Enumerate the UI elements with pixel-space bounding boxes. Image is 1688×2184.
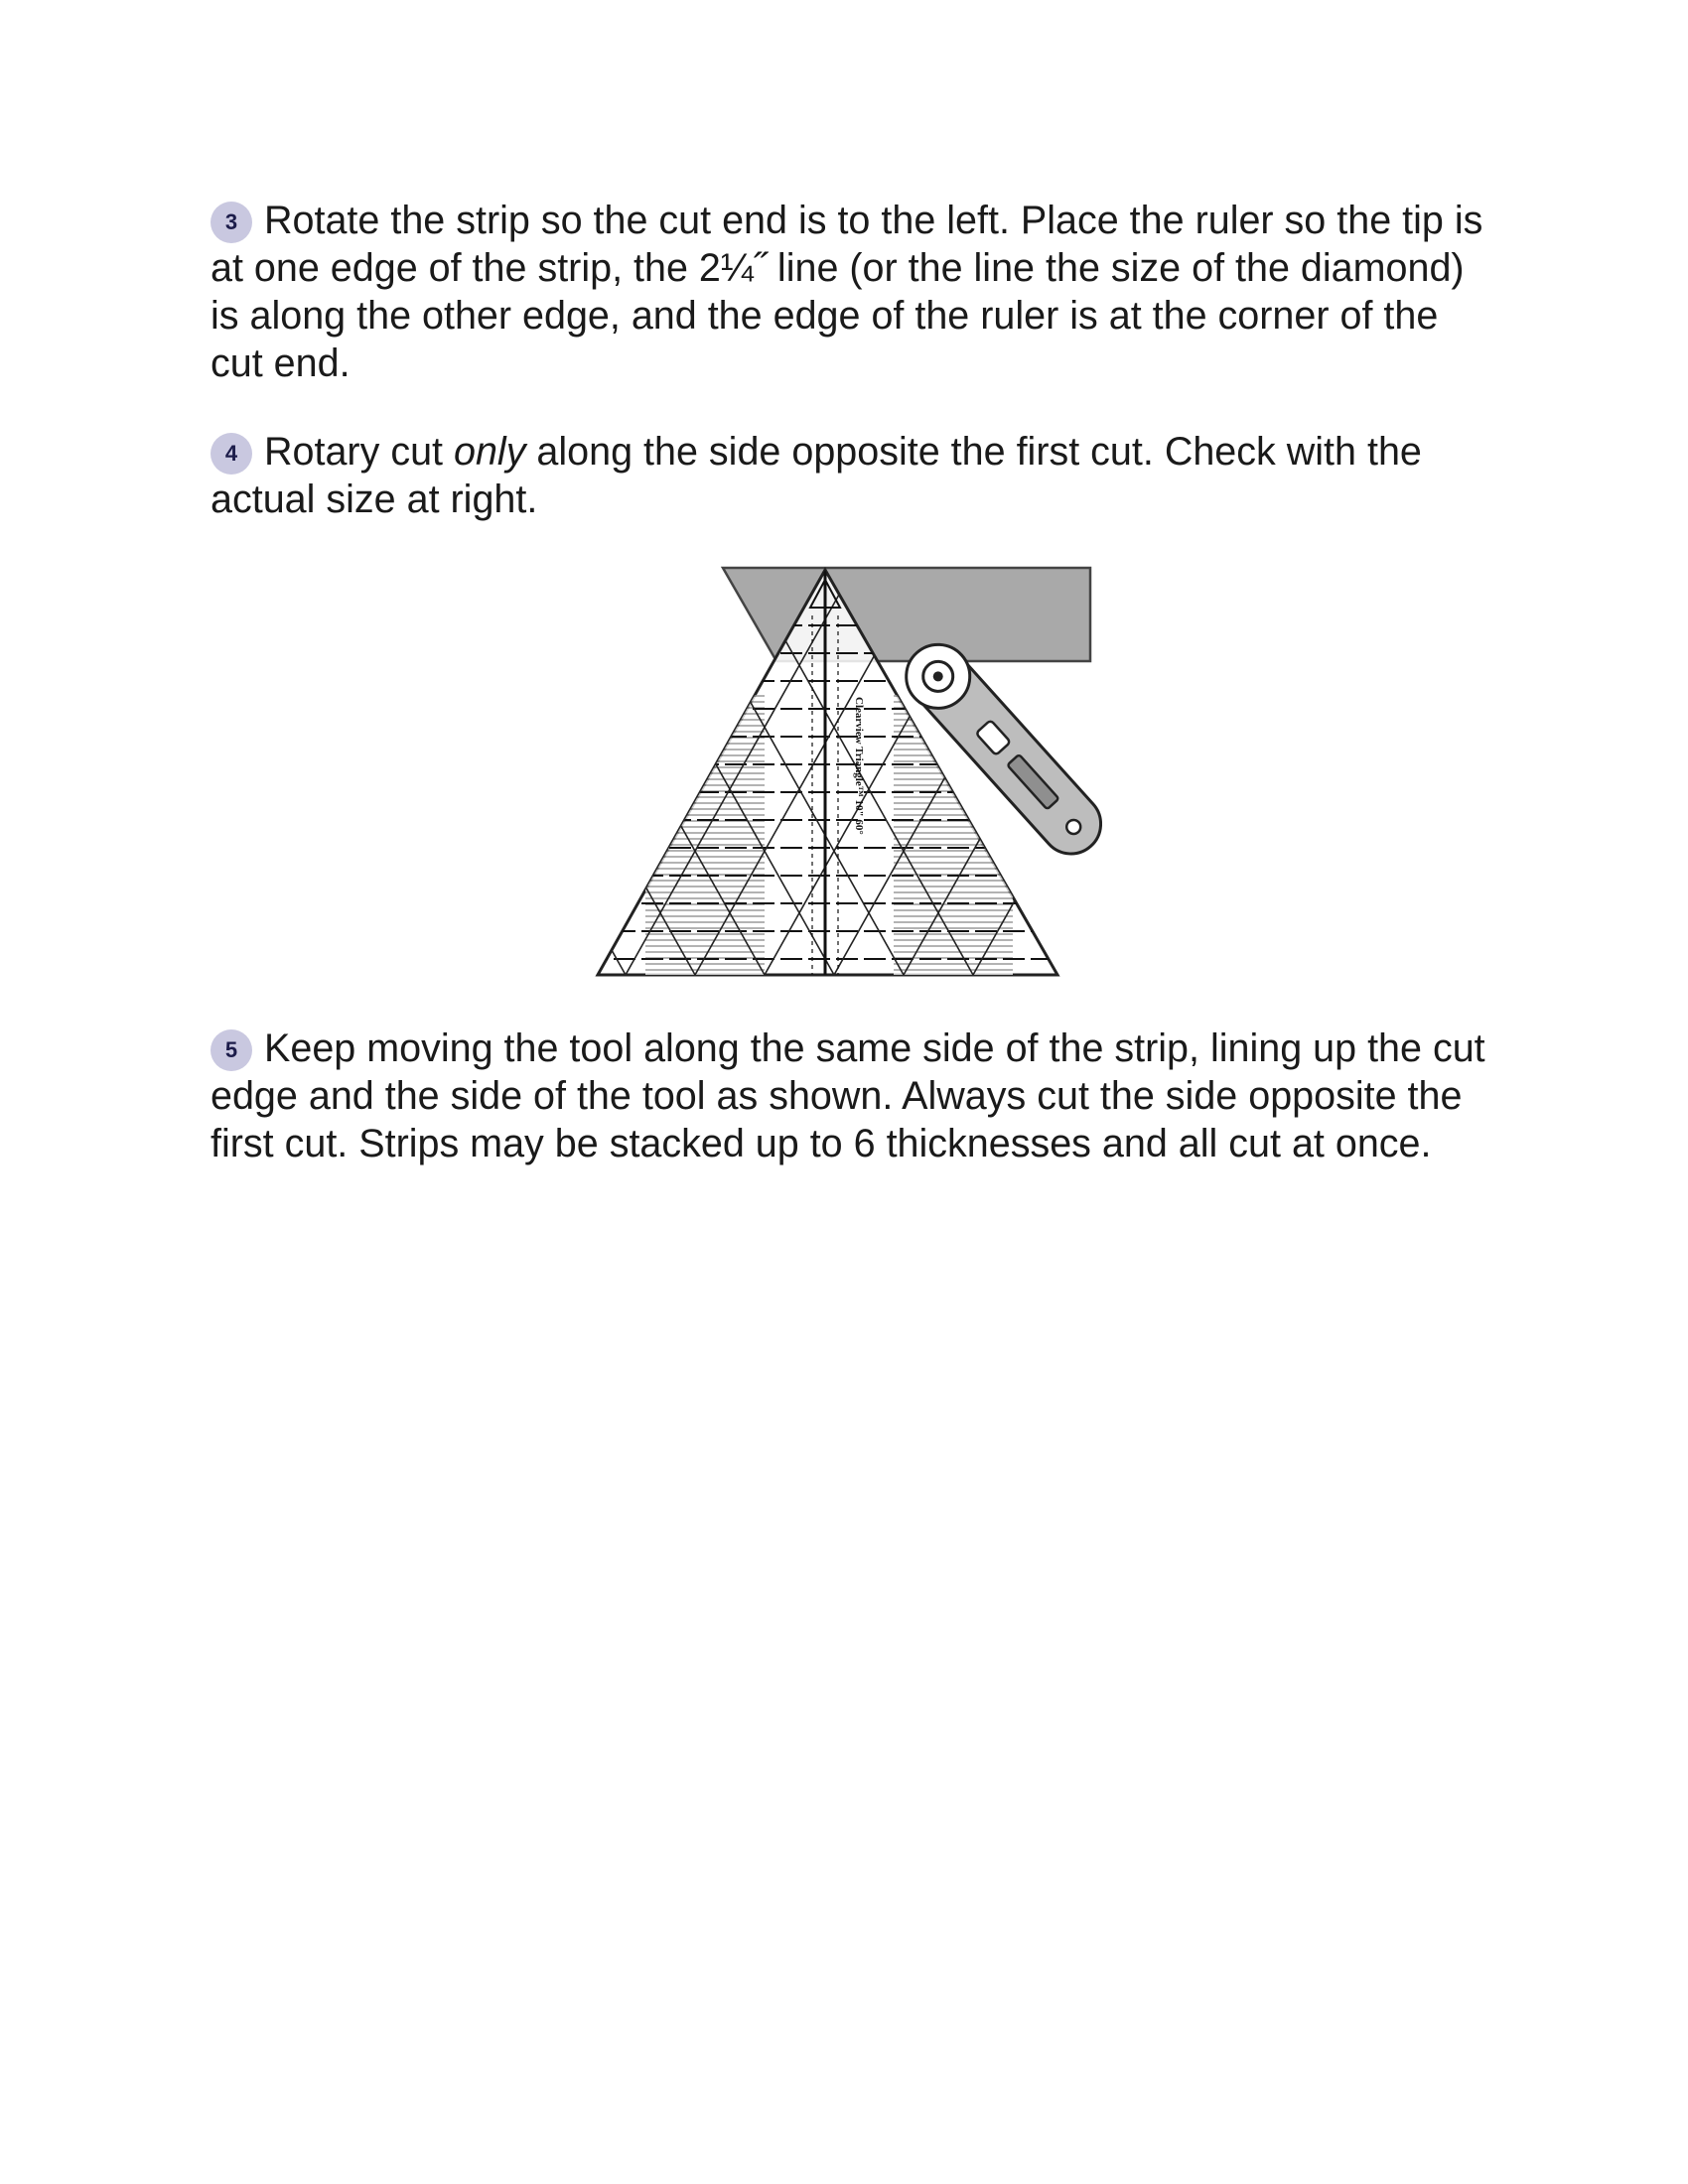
step-3-paragraph — [211, 197, 1491, 387]
step-4-paragraph — [211, 428, 1491, 523]
step-5-paragraph — [211, 1024, 1491, 1167]
step-number-badge: 5 — [211, 1029, 252, 1071]
step-4-text-before: Rotary cut — [264, 430, 454, 474]
fabric-strip — [723, 568, 1090, 661]
ruler-cutting-illustration — [586, 556, 1102, 983]
step-4-text-after: along the side opposite the first cut. Check with the actual size at right. — [211, 430, 1422, 521]
step-4-emphasis: only — [453, 430, 526, 474]
ruler-label: Clearview Triangle™ 10" 60° — [853, 697, 865, 835]
step-5-text: Keep moving the tool along the same side of the strip, lining up the cut edge and the side of the tool as shown. Always cut the side opposite the first cut. Strips may be stacked up to 6 thicknesses and all cut at once. — [211, 1026, 1485, 1165]
step-number-badge: 4 — [211, 433, 252, 475]
step-number-badge: 3 — [211, 202, 252, 243]
step-3-text: Rotate the strip so the cut end is to the left. Place the ruler so the tip is at one edge of the strip, the 2¼˝ line (or the line the size of the diamond) is along the other edge, and the edge of the ruler is at the corner of the cut end. — [211, 199, 1483, 385]
